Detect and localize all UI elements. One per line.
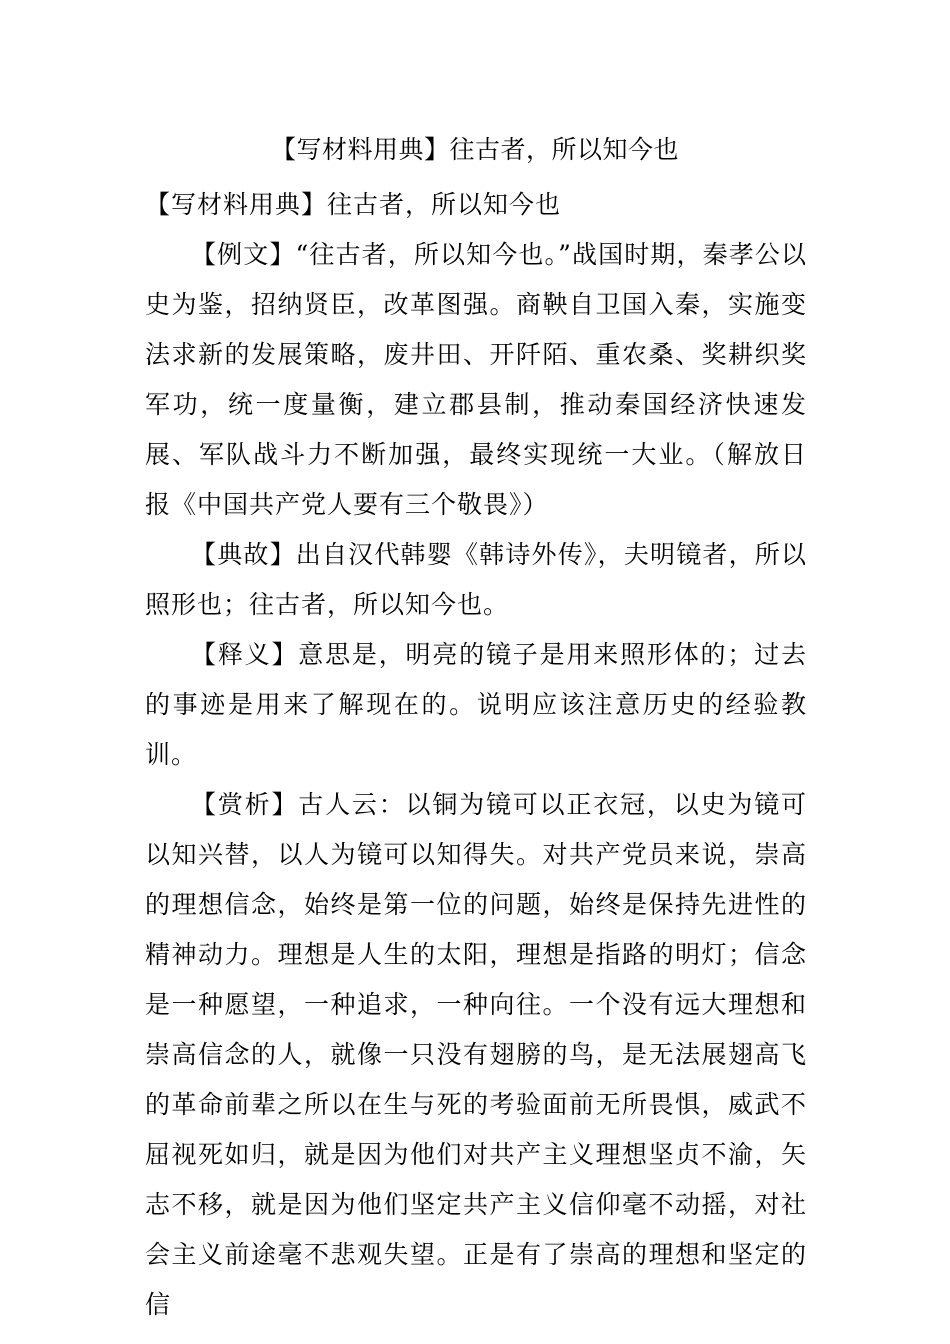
paragraph-allusion: 【典故】出自汉代韩婴《韩诗外传》，夫明镜者，所以照形也；往古者，所以知今也。 <box>145 540 807 619</box>
paragraph-appreciation: 【赏析】古人云：以铜为镜可以正衣冠，以史为镜可以知兴替，以人为镜可以知得失。对共产党员来说，崇高的理想信念，始终是第一位的问题，始终是保持先进性的精神动力。理想是人生的太阳，理想是指路的明灯；信念是一种愿望，一种追求，一种向往。一个没有远大理想和崇高信念的人，就像一只没有翅膀的鸟，是无法展翅高飞的革命前辈之所以在生与死的考验面前无所畏惧，威武不屈视死如归，就是因为他们对共产主义理想坚贞不渝，矢志不移，就是因为他们坚定共产主义信仰毫不动摇，对社会主义前途毫不悲观失望。正是有了崇高的理想和坚定的信 <box>145 790 807 1319</box>
document-title: 【写材料用典】往古者，所以知今也 <box>270 135 679 164</box>
paragraph-example: 【例文】“往古者，所以知今也。”战国时期，秦孝公以史为鉴，招纳贤臣，改革图强。商鞅自卫国入秦，实施变法求新的发展策略，废井田、开阡陌、重农桑、奖耕织奖军功，统一度量衡，建立郡县制，推动秦国经济快速发展、军队战斗力不断加强，最终实现统一大业。（解放日报《中国共产党人要有三个敬畏》） <box>145 240 807 519</box>
document-subtitle: 【写材料用典】往古者，所以知今也 <box>145 190 562 219</box>
document-body <box>145 180 807 1330</box>
paragraph-meaning: 【释义】意思是，明亮的镜子是用来照形体的；过去的事迹是用来了解现在的。说明应该注意历史的经验教训。 <box>145 640 807 769</box>
